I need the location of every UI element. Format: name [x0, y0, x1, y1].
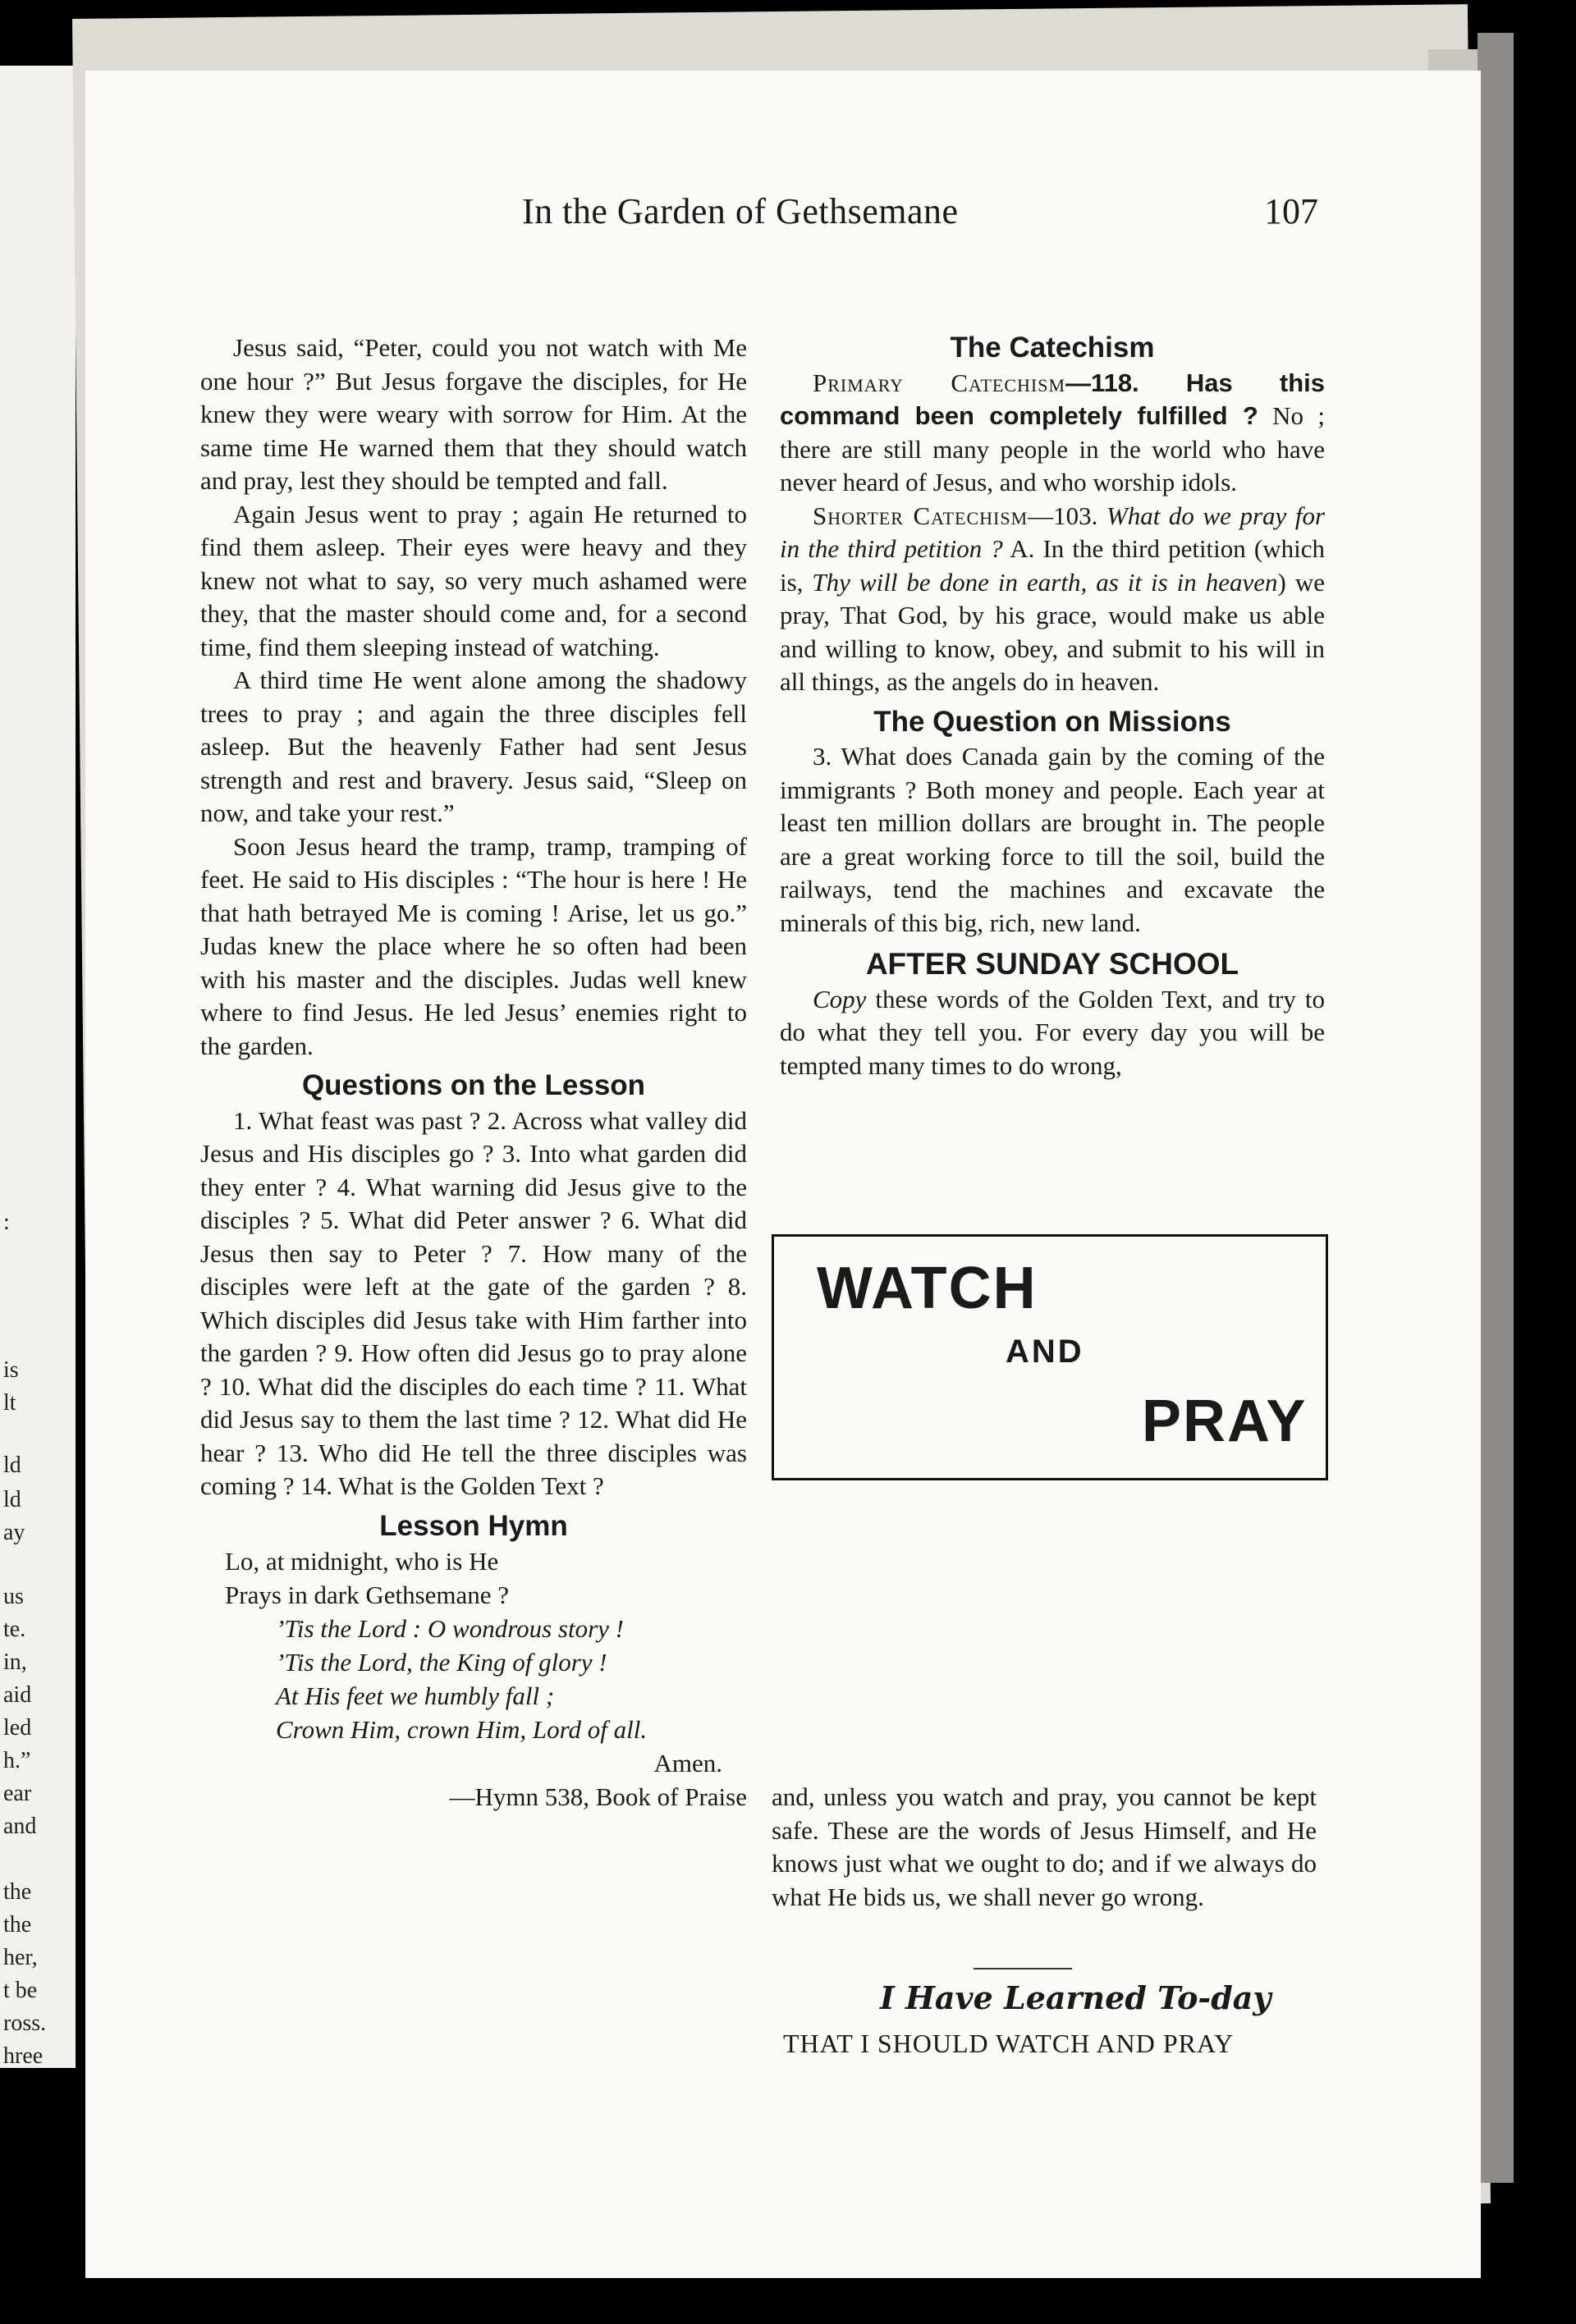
book-cover-edge — [1478, 33, 1514, 2183]
facing-page-fragment: ld — [3, 1487, 21, 1512]
hymn-line: ’Tis the Lord, the King of glory ! — [276, 1648, 607, 1677]
shorter-catechism-label: Shorter Catechism — [813, 501, 1029, 530]
facing-page-fragment: ear — [3, 1781, 32, 1806]
facing-page-fragment: ld — [3, 1452, 21, 1478]
golden-text-box — [772, 1234, 1328, 1480]
facing-page-fragment: the — [3, 1879, 32, 1905]
questions-paragraph: 1. What feast was past ? 2. Across what valley did Jesus and His disciples go ? 3. Into what garden did they enter ? 4. What warning did Jesus give to the disciples ? 5. What did Peter answer ? 6. What did Jesus then say to Peter ? 7. How many of the disciples were left at the gate of the garden ? 8. Which disciples did Jesus take with Him farther into the garden ? 9. How often did Jesus go to pray alone ? 10. What did the disciples do each time ? 11. What did Jesus say to them the last time ? 12. What did He hear ? 13. Who did He tell the three disciples was coming ? 14. What is the Golden Text ? — [200, 1105, 747, 1500]
shorter-number: —103. — [1028, 501, 1106, 530]
box-word-watch: WATCH — [817, 1256, 1038, 1321]
shorter-question: What do we pray for in the third petition ? — [780, 501, 1326, 563]
box-word-pray: PRAY — [1142, 1388, 1308, 1454]
right-column-continued — [772, 1781, 1317, 1914]
hymn-line: Crown Him, crown Him, Lord of all. — [276, 1715, 648, 1744]
body-paragraph: A third time He went alone among the shadowy trees to pray ; and again the three disciples fell asleep. But the heavenly Father had sent Jesus strength and rest and bravery. Jesus said, “Sleep on now, and take your rest.” — [200, 666, 747, 827]
missions-paragraph: 3. What does Canada gain by the coming of the immigrants ? Both money and people. Each year at least ten million dollars are brought in. The people are a great working force to till the soil, build the railways, tend the machines and excavate the minerals of this big, rich, new land. — [780, 742, 1325, 937]
facing-page-fragment: ross. — [3, 2011, 47, 2036]
running-title: In the Garden of Gethsemane — [522, 191, 959, 231]
facing-page-fragment: t be — [3, 1978, 38, 2003]
after-sunday-school-heading: AFTER SUNDAY SCHOOL — [865, 947, 1239, 981]
third-petition: Thy will be done in earth, as it is in heaven — [812, 567, 1278, 597]
facing-page-edge — [0, 66, 76, 2068]
facing-page-fragment: : — [3, 1210, 10, 1235]
page-number: 107 — [1264, 191, 1318, 231]
after-paragraph — [780, 983, 1325, 1083]
questions-heading: Questions on the Lesson — [301, 1069, 646, 1101]
facing-page-fragment: and — [3, 1814, 37, 1839]
primary-catechism — [780, 367, 1325, 500]
divider-rule — [974, 1968, 1072, 1969]
hymn-line: At His feet we humbly fall ; — [276, 1681, 555, 1710]
facing-page-fragment: lt — [3, 1390, 16, 1416]
facing-page-fragment: led — [3, 1715, 32, 1741]
facing-page-fragment: is — [3, 1357, 19, 1383]
facing-page-fragment: in, — [3, 1649, 27, 1675]
right-column — [780, 332, 1325, 1082]
copy-word: Copy — [813, 984, 867, 1013]
missions-heading: The Question on Missions — [873, 705, 1231, 738]
body-paragraph: Jesus said, “Peter, could you not watch with Me one hour ?” But Jesus forgave the disciples, for He knew they were weary with sorrow for Him. At the same time He warned them that they should watch and pray, lest they should be tempted and fall. — [200, 333, 747, 495]
facing-page-fragment: ay — [3, 1520, 25, 1545]
catechism-heading: The Catechism — [950, 332, 1155, 364]
facing-page-fragment: her, — [3, 1945, 38, 1970]
hymn-heading: Lesson Hymn — [379, 1509, 568, 1542]
body-paragraph: Soon Jesus heard the tramp, tramp, tramping of feet. He said to His disciples : “The hour is here ! He that hath betrayed Me is coming ! Arise, let us go.” Judas knew the place where he so often had been with his master and the disciples. Judas well knew where to find Jesus. He led Jesus’ enemies right to the garden. — [200, 831, 747, 1060]
learned-today-heading: I Have Learned To-day — [880, 1979, 1271, 2016]
hymn-line: Lo, at midnight, who is He — [225, 1547, 499, 1576]
facing-page-fragment: the — [3, 1912, 32, 1937]
primary-answer: No ; there are still many people in the world who have never heard of Jesus, and who worship idols. — [780, 401, 1326, 496]
primary-question: —118. Has this command been completely fulfilled ? — [780, 368, 1325, 430]
after-text: these words of the Golden Text, and try to do what they tell you. For every day you will be tempted many times to do wrong, — [780, 984, 1325, 1080]
hymn-source: —Hymn 538, Book of Praise — [449, 1782, 747, 1811]
hymn-line: Prays in dark Gethsemane ? — [225, 1581, 510, 1609]
closing-line: THAT I SHOULD WATCH AND PRAY — [783, 2029, 1235, 2058]
box-word-and: AND — [1006, 1334, 1084, 1370]
shorter-answer-part1: A. In the third petition (which is, — [780, 534, 1325, 597]
facing-page-fragment: us — [3, 1584, 24, 1609]
primary-catechism-label: Primary Catechism — [813, 368, 1066, 397]
lesson-hymn — [200, 1544, 747, 1814]
hymn-amen: Amen. — [653, 1749, 722, 1777]
hymn-line: ’Tis the Lord : O wondrous story ! — [276, 1614, 624, 1643]
shorter-answer-part2: ) we pray, That God, by his grace, would make us able and willing to know, obey, and submit to his will in all things, as the angels do in heaven. — [780, 567, 1325, 696]
facing-page-fragment: te. — [3, 1617, 26, 1642]
body-paragraph: Again Jesus went to pray ; again He returned to find them asleep. Their eyes were heavy and they knew not what to say, so very much ashamed were they, that the master should come and, for a second time, find them sleeping instead of watching. — [200, 499, 747, 661]
facing-page-fragment: h.” — [3, 1748, 31, 1773]
left-column — [200, 332, 747, 1814]
shorter-catechism — [780, 500, 1325, 699]
after-paragraph-continued: and, unless you watch and pray, you cannot be kept safe. These are the words of Jesus Himself, and He knows just what we ought to do; and if we always do what He bids us, we shall never go wrong. — [772, 1782, 1317, 1911]
facing-page-fragment: aid — [3, 1682, 32, 1708]
facing-page-fragment: hree — [3, 2043, 44, 2069]
